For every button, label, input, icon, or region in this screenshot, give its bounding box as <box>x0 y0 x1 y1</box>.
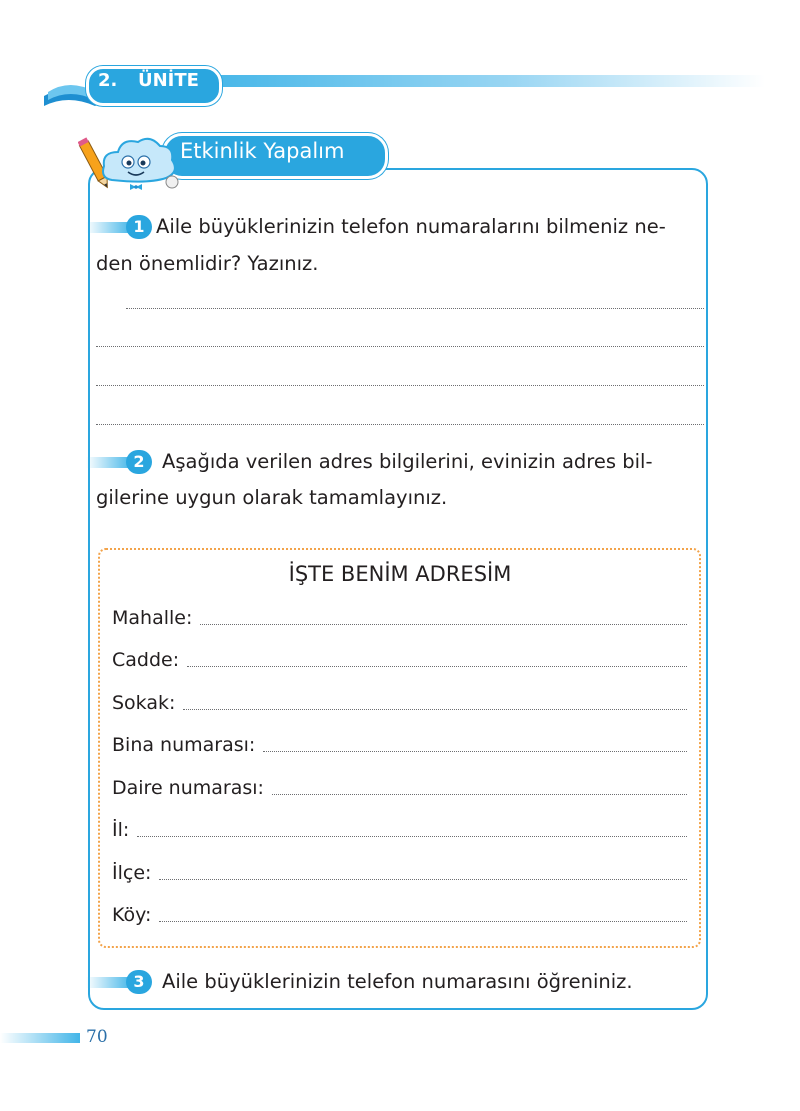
question-3-number: 3 <box>126 970 152 994</box>
address-field-line[interactable] <box>272 794 687 795</box>
address-field-label: İlçe: <box>112 862 152 884</box>
activity-title: Etkinlik Yapalım <box>180 139 345 163</box>
page-number: 70 <box>86 1027 108 1047</box>
address-field-cadde <box>112 642 687 672</box>
address-field-label: Sokak: <box>112 692 176 714</box>
address-field-label: Daire numarası: <box>112 777 264 799</box>
address-field-sokak <box>112 685 687 715</box>
question-2-text-line1: Aşağıda verilen adres bilgilerini, evinizin adres bil- <box>162 450 653 473</box>
address-field-line[interactable] <box>159 879 687 880</box>
address-field-label: Mahalle: <box>112 607 193 629</box>
answer-line[interactable] <box>96 424 704 425</box>
address-field-ilce <box>112 855 687 885</box>
unit-number: 2. <box>98 70 118 91</box>
address-field-line[interactable] <box>200 624 687 625</box>
answer-line[interactable] <box>96 346 704 347</box>
question-1-text-line2: den önemlidir? Yazınız. <box>96 252 319 275</box>
address-field-line[interactable] <box>183 709 687 710</box>
address-field-line[interactable] <box>159 921 687 922</box>
address-field-label: Cadde: <box>112 649 180 671</box>
address-field-label: İl: <box>112 819 130 841</box>
answer-line[interactable] <box>96 385 704 386</box>
unit-label: ÜNİTE <box>138 70 199 91</box>
address-field-line[interactable] <box>263 751 687 752</box>
address-field-mahalle <box>112 600 687 630</box>
answer-line[interactable] <box>126 308 704 309</box>
address-field-label: Köy: <box>112 904 152 926</box>
question-2-text-line2: gilerine uygun olarak tamamlayınız. <box>96 486 448 509</box>
question-2-number: 2 <box>126 450 152 474</box>
address-form-title: İŞTE BENİM ADRESİM <box>288 562 512 586</box>
unit-header-bar <box>205 75 765 87</box>
address-field-line[interactable] <box>137 836 687 837</box>
address-field-label: Bina numarası: <box>112 734 256 756</box>
address-field-daire-numarasi <box>112 770 687 800</box>
question-1-text-line1: Aile büyüklerinizin telefon numaralarını bilmeniz ne- <box>156 215 666 238</box>
cloud-mascot-icon <box>78 128 188 200</box>
address-field-bina-numarasi <box>112 727 687 757</box>
question-1-number: 1 <box>126 215 152 239</box>
page-number-bar <box>0 1033 80 1043</box>
address-field-il <box>112 812 687 842</box>
question-3-text: Aile büyüklerinizin telefon numarasını öğreniniz. <box>162 970 633 993</box>
address-field-line[interactable] <box>187 666 687 667</box>
address-field-koy <box>112 897 687 927</box>
